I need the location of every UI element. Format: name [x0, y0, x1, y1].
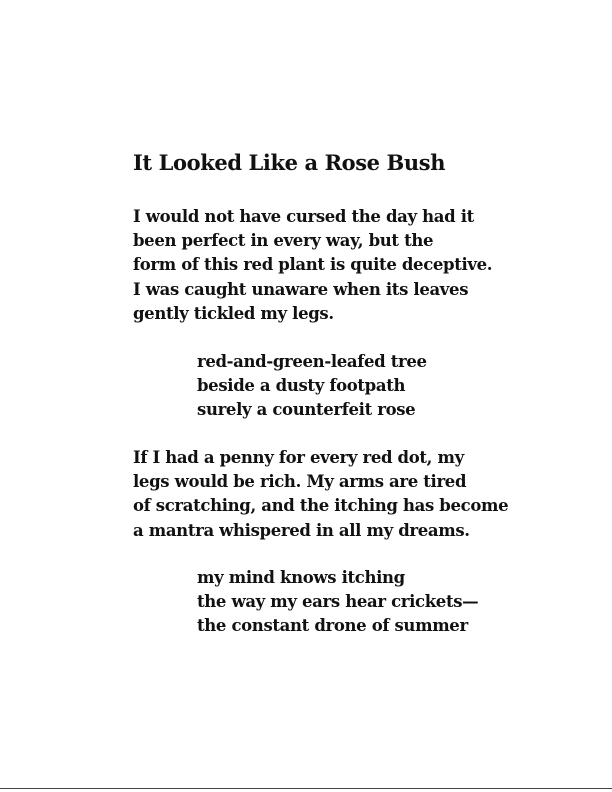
poem-line: If I had a penny for every red dot, my	[133, 448, 464, 467]
haiku-line: my mind knows itching	[197, 568, 405, 587]
poem-line: a mantra whispered in all my dreams.	[133, 520, 470, 540]
prose-stanza-1	[133, 205, 492, 326]
page-bottom-border	[0, 788, 612, 789]
haiku-line: surely a counterfeit rose	[197, 400, 416, 420]
poem-line: form of this red plant is quite deceptive.	[133, 255, 493, 275]
poem-line: been perfect in every way, but the	[133, 231, 434, 251]
poem-line: legs would be rich. My arms are tired	[133, 472, 467, 492]
haiku-line: the way my ears hear crickets—	[197, 592, 479, 612]
haiku-line: red-and-green-leafed tree	[197, 352, 427, 371]
poem-line: I was caught unaware when its leaves	[133, 279, 469, 299]
haiku-stanza-1	[197, 350, 427, 423]
poem-line: of scratching, and the itching has become	[133, 496, 509, 516]
haiku-line: the constant drone of summer	[197, 616, 468, 636]
prose-stanza-2	[133, 446, 508, 543]
haiku-line: beside a dusty footpath	[197, 376, 406, 396]
poem-title: It Looked Like a Rose Bush	[133, 150, 446, 175]
poem-line: gently tickled my legs.	[133, 303, 334, 323]
poem-line: I would not have cursed the day had it	[133, 207, 474, 226]
haiku-stanza-2	[197, 566, 478, 639]
